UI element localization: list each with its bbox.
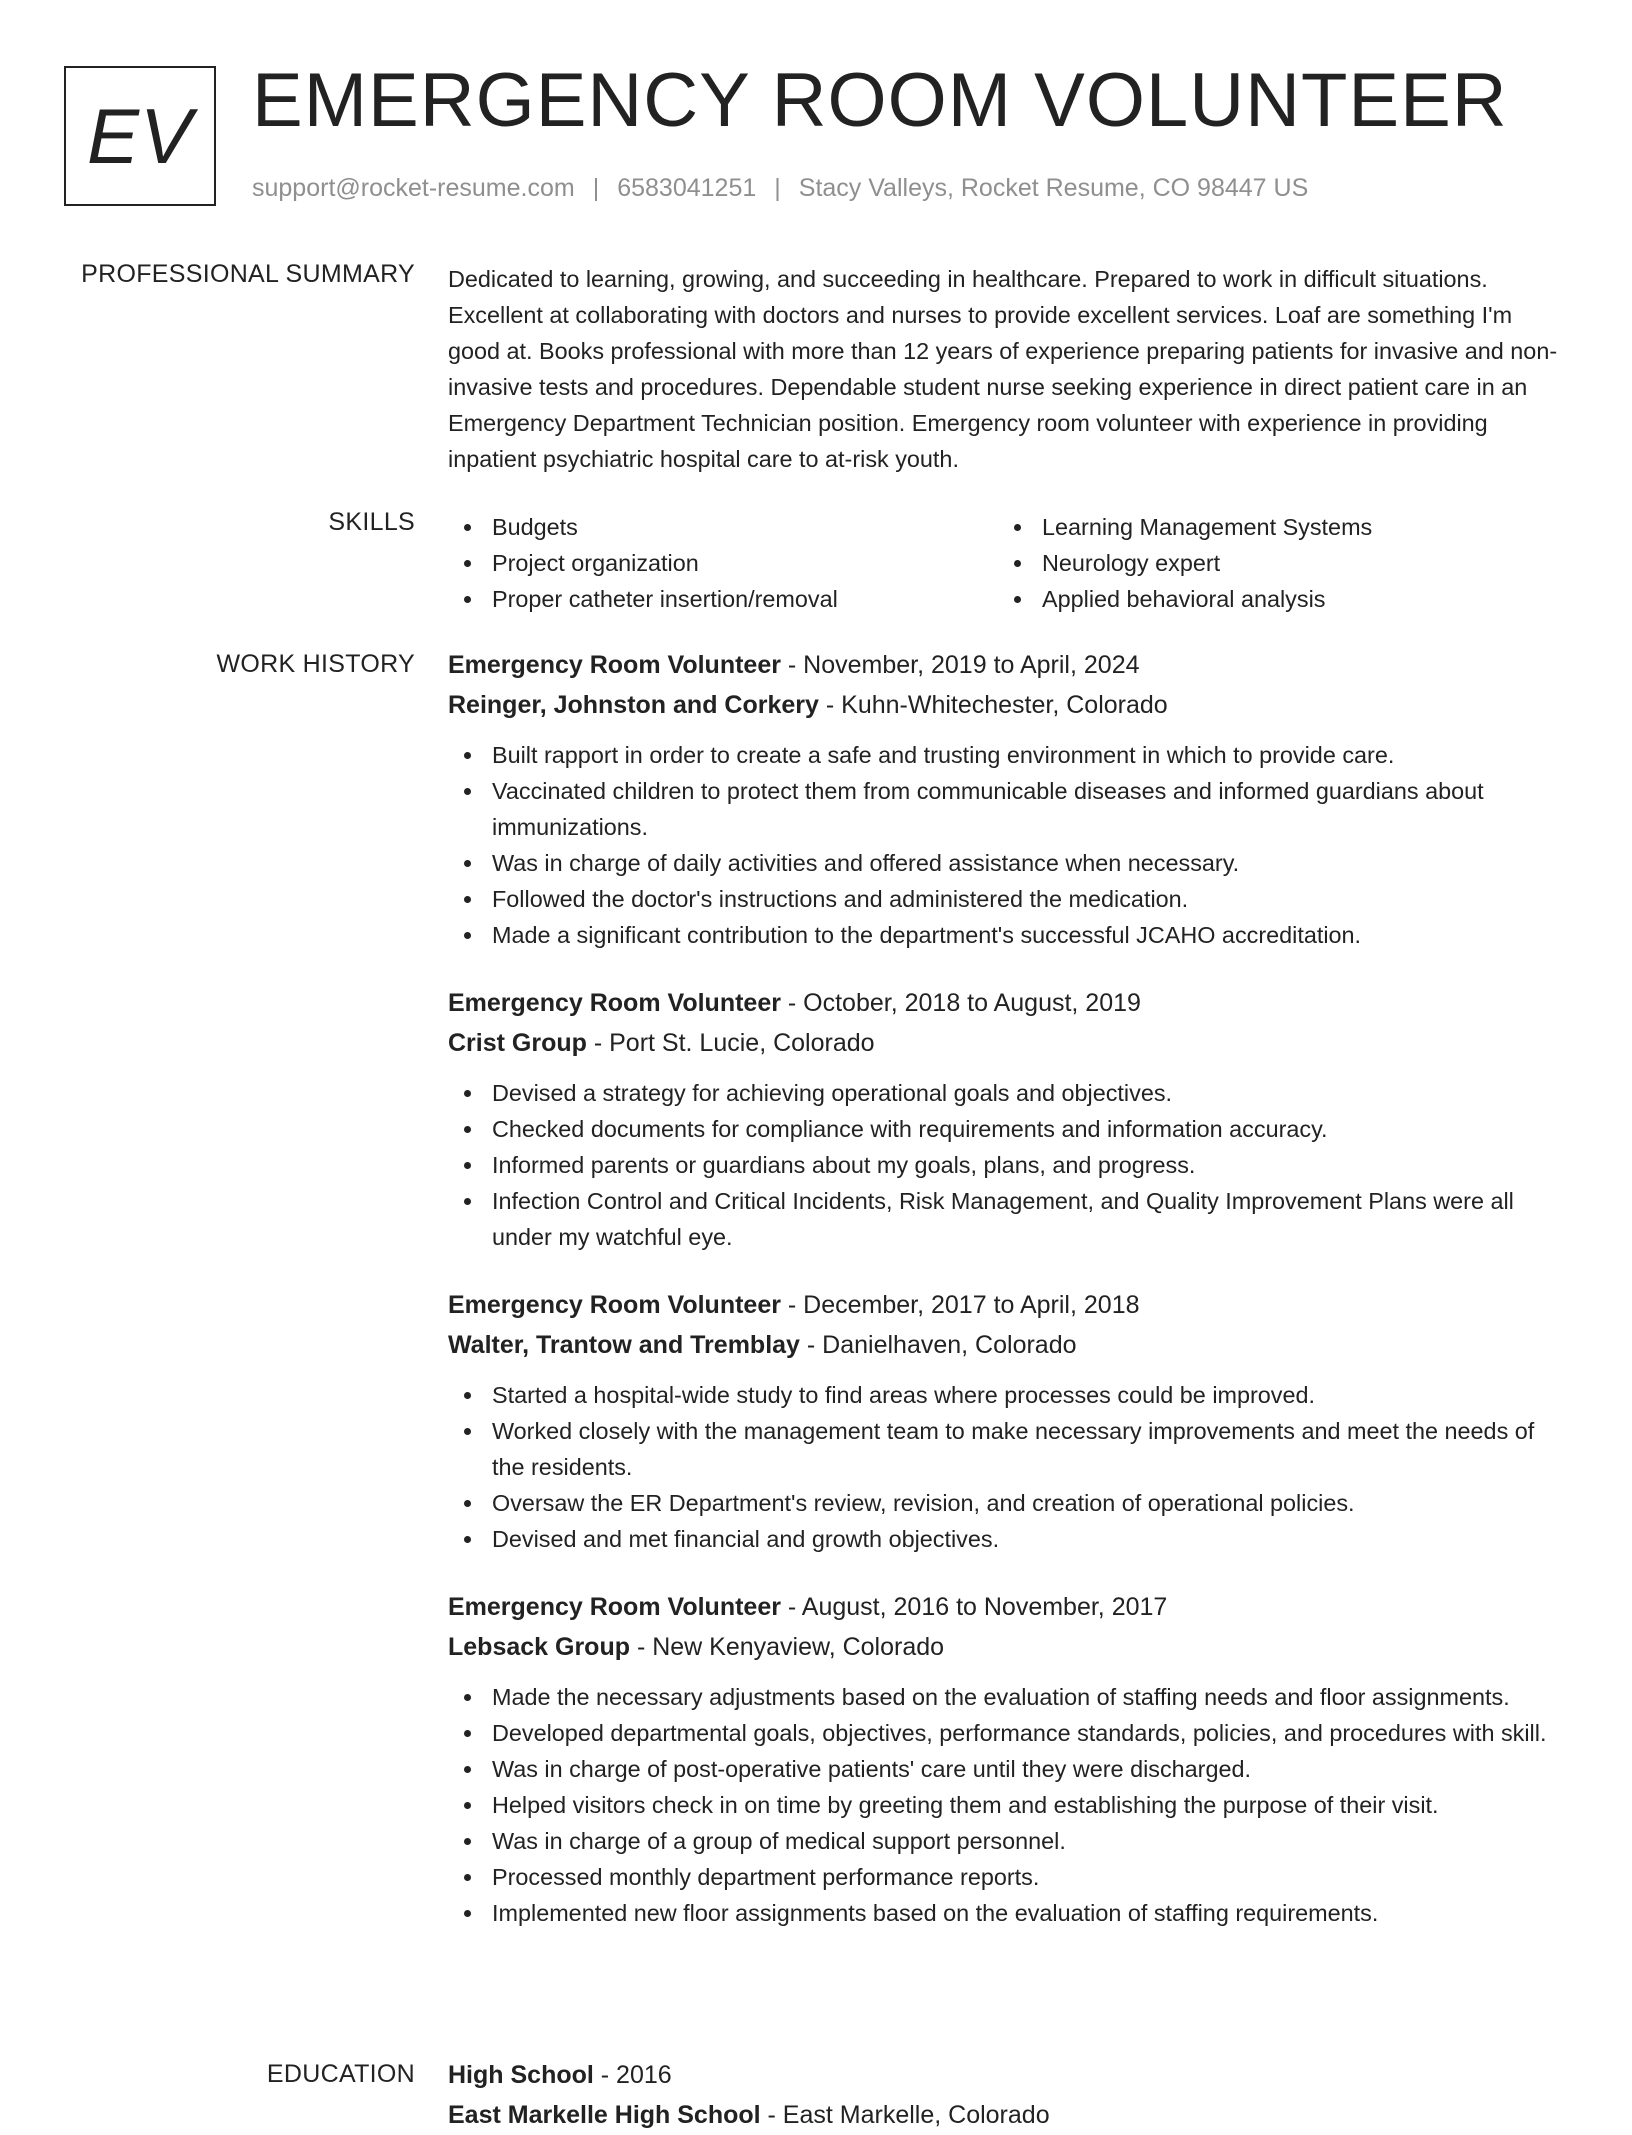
job-location: - Kuhn-Whitechester, Colorado bbox=[818, 691, 1168, 719]
job-bullet: Devised and met financial and growth objectives. bbox=[448, 1521, 1566, 1557]
job-title: Emergency Room Volunteer bbox=[448, 989, 781, 1017]
job-bullet: Devised a strategy for achieving operational goals and objectives. bbox=[448, 1075, 1566, 1111]
section-heading-summary: PROFESSIONAL SUMMARY bbox=[81, 260, 415, 288]
skill-item: Learning Management Systems bbox=[998, 509, 1548, 545]
job-bullet: Made the necessary adjustments based on the evaluation of staffing needs and floor assignments. bbox=[448, 1679, 1566, 1715]
contact-address: Stacy Valleys, Rocket Resume, CO 98447 US bbox=[798, 174, 1309, 202]
contact-separator: | bbox=[774, 174, 781, 202]
education-school-line bbox=[448, 2095, 1566, 2135]
job-location: - Danielhaven, Colorado bbox=[799, 1331, 1077, 1359]
job-dates: - November, 2019 to April, 2024 bbox=[780, 651, 1140, 679]
job-bullet: Processed monthly department performance reports. bbox=[448, 1859, 1566, 1895]
monogram-logo: EV bbox=[64, 66, 216, 206]
job-title: Emergency Room Volunteer bbox=[448, 651, 781, 679]
job-company: Walter, Trantow and Tremblay bbox=[448, 1331, 800, 1359]
job-bullet: Started a hospital-wide study to find areas where processes could be improved. bbox=[448, 1377, 1566, 1413]
job-bullet: Was in charge of daily activities and offered assistance when necessary. bbox=[448, 845, 1566, 881]
job-title-line bbox=[448, 1285, 1566, 1325]
job-bullet: Implemented new floor assignments based on the evaluation of staffing requirements. bbox=[448, 1895, 1566, 1931]
work-history-body bbox=[448, 645, 1566, 1961]
job-title: Emergency Room Volunteer bbox=[448, 1291, 781, 1319]
job-bullet: Oversaw the ER Department's review, revision, and creation of operational policies. bbox=[448, 1485, 1566, 1521]
job-bullets bbox=[448, 737, 1566, 953]
section-heading-skills: SKILLS bbox=[328, 508, 415, 536]
skill-item: Project organization bbox=[448, 545, 998, 581]
job-bullet: Infection Control and Critical Incidents, Risk Management, and Quality Improvement Plans were all under my watchful eye. bbox=[448, 1183, 1566, 1255]
skill-item: Budgets bbox=[448, 509, 998, 545]
education-degree: High School bbox=[448, 2061, 594, 2089]
summary-text: Dedicated to learning, growing, and succeeding in healthcare. Prepared to work in difficult situations. Excellent at collaborating with doctors and nurses to provide excellent services. Loaf are something I'm good at. Books professional with more than 12 years of experience preparing patients for invasive and non-invasive tests and procedures. Dependable student nurse seeking experience in direct patient care in an Emergency Department Technician position. Emergency room volunteer with experience in providing inpatient psychiatric hospital care to at-risk youth. bbox=[448, 266, 1558, 472]
skill-item: Neurology expert bbox=[998, 545, 1548, 581]
job-title: Emergency Room Volunteer bbox=[448, 1593, 781, 1621]
job-location: - Port St. Lucie, Colorado bbox=[586, 1029, 875, 1057]
job-company-line bbox=[448, 1023, 1566, 1063]
job-bullet: Vaccinated children to protect them from communicable diseases and informed guardians about immunizations. bbox=[448, 773, 1566, 845]
job-company: Crist Group bbox=[448, 1029, 587, 1057]
job-dates: - October, 2018 to August, 2019 bbox=[780, 989, 1141, 1017]
section-heading-education: EDUCATION bbox=[266, 2060, 415, 2088]
job-company-line bbox=[448, 1325, 1566, 1365]
job-bullet: Developed departmental goals, objectives, performance standards, policies, and procedures with skill. bbox=[448, 1715, 1566, 1751]
education-year: - 2016 bbox=[593, 2061, 672, 2089]
job-bullet: Checked documents for compliance with requirements and information accuracy. bbox=[448, 1111, 1566, 1147]
job-company: Reinger, Johnston and Corkery bbox=[448, 691, 819, 719]
job-bullet: Was in charge of post-operative patients' care until they were discharged. bbox=[448, 1751, 1566, 1787]
education-location: - East Markelle, Colorado bbox=[760, 2101, 1050, 2129]
job-entry bbox=[448, 645, 1566, 953]
contact-email: support@rocket-resume.com bbox=[252, 174, 575, 202]
contact-separator: | bbox=[592, 174, 600, 202]
job-title-line bbox=[448, 983, 1566, 1023]
skills-list bbox=[448, 509, 1566, 617]
job-company-line bbox=[448, 685, 1566, 725]
job-entry bbox=[448, 1285, 1566, 1557]
education-degree-line bbox=[448, 2055, 1566, 2095]
resume-title: EMERGENCY ROOM VOLUNTEER bbox=[252, 58, 1508, 143]
job-company: Lebsack Group bbox=[448, 1633, 630, 1661]
job-bullets bbox=[448, 1377, 1566, 1557]
section-heading-work-history: WORK HISTORY bbox=[216, 650, 415, 678]
skills-column-right bbox=[998, 509, 1548, 617]
education-body bbox=[448, 2055, 1566, 2135]
job-bullet: Built rapport in order to create a safe and trusting environment in which to provide care. bbox=[448, 737, 1566, 773]
contact-line bbox=[252, 174, 1308, 203]
job-bullet: Worked closely with the management team to make necessary improvements and meet the needs of the residents. bbox=[448, 1413, 1566, 1485]
job-company-line bbox=[448, 1627, 1566, 1667]
job-bullet: Made a significant contribution to the department's successful JCAHO accreditation. bbox=[448, 917, 1566, 953]
skills-column-left bbox=[448, 509, 998, 617]
education-school: East Markelle High School bbox=[448, 2101, 761, 2129]
job-bullet: Helped visitors check in on time by greeting them and establishing the purpose of their visit. bbox=[448, 1787, 1566, 1823]
job-title-line bbox=[448, 645, 1566, 685]
summary-body bbox=[448, 261, 1566, 477]
job-entry bbox=[448, 983, 1566, 1255]
skill-item: Proper catheter insertion/removal bbox=[448, 581, 998, 617]
job-title-line bbox=[448, 1587, 1566, 1627]
job-entry bbox=[448, 1587, 1566, 1931]
job-bullet: Was in charge of a group of medical support personnel. bbox=[448, 1823, 1566, 1859]
job-bullet: Followed the doctor's instructions and administered the medication. bbox=[448, 881, 1566, 917]
job-dates: - December, 2017 to April, 2018 bbox=[780, 1291, 1140, 1319]
job-bullets bbox=[448, 1679, 1566, 1931]
job-location: - New Kenyaview, Colorado bbox=[630, 1633, 945, 1661]
job-dates: - August, 2016 to November, 2017 bbox=[780, 1593, 1168, 1621]
job-bullets bbox=[448, 1075, 1566, 1255]
skill-item: Applied behavioral analysis bbox=[998, 581, 1548, 617]
contact-phone: 6583041251 bbox=[617, 174, 757, 202]
job-bullet: Informed parents or guardians about my goals, plans, and progress. bbox=[448, 1147, 1566, 1183]
